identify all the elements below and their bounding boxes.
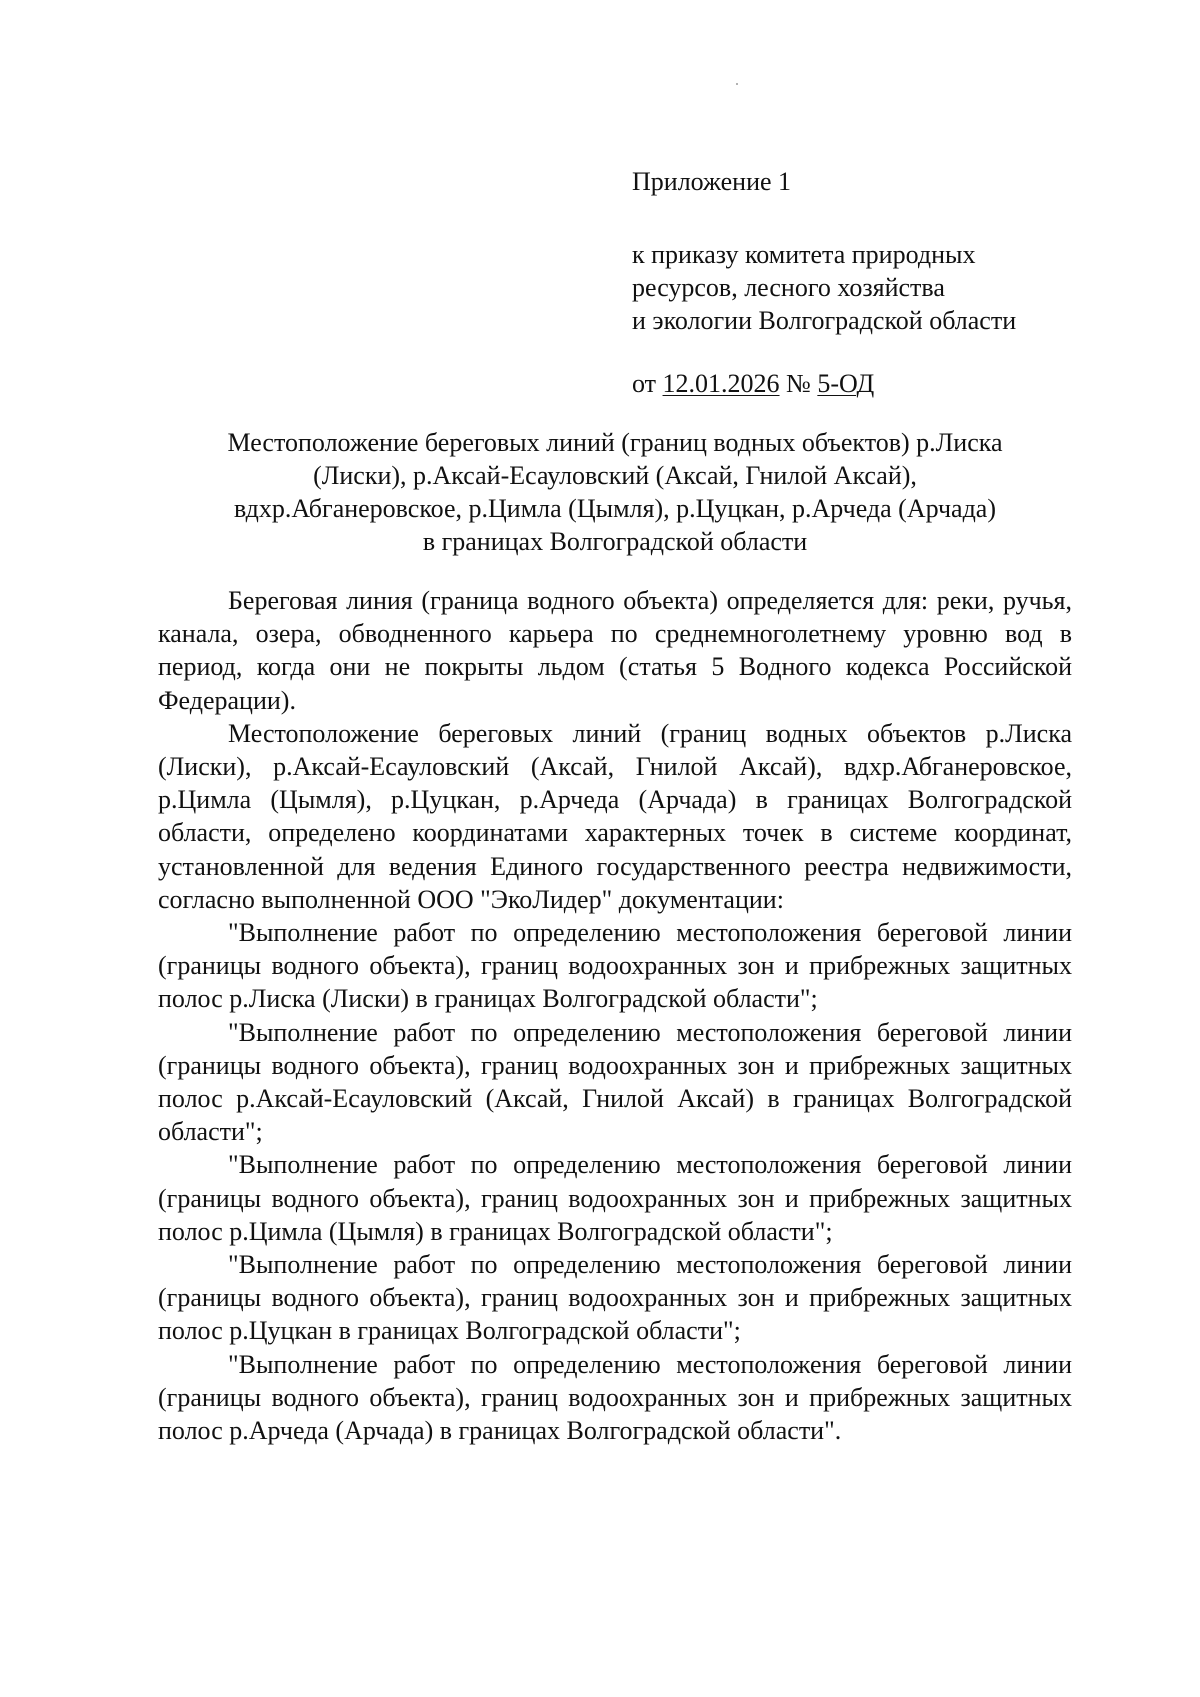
body-paragraph: "Выполнение работ по определению местоположения береговой линии (границы водного объекта), границ водоохранных зон и прибрежных защитных полос р.Цуцкан в границах Волгоградской области";	[158, 1250, 1072, 1346]
body-paragraph: "Выполнение работ по определению местоположения береговой линии (границы водного объекта), границ водоохранных зон и прибрежных защитных полос р.Цимла (Цымля) в границах Волгоградской области";	[158, 1150, 1072, 1246]
appendix-order-line: к приказу комитета природных	[632, 240, 976, 269]
document-heading	[150, 426, 1080, 558]
body-paragraph: Местоположение береговых линий (границ водных объектов р.Лиска (Лиски), р.Аксай-Есауловский (Аксай, Гнилой Аксай), вдхр.Абганеровское, р.Цимла (Цымля), р.Цуцкан, р.Арчеда (Арчада) в границах Волгоградской области, определено координатами характерных точек в системе координат, установленной для ведения Единого государственного реестра недвижимости, согласно выполненной ООО "ЭкоЛидер" документации:	[158, 718, 1072, 914]
appendix-date-line	[632, 368, 1152, 400]
appendix-title: Приложение 1	[632, 167, 792, 196]
document-body	[158, 584, 1072, 1447]
date-prefix: от	[632, 369, 663, 398]
order-number: 5-ОД	[817, 369, 875, 398]
heading-line: (Лиски), р.Аксай-Есауловский (Аксай, Гнилой Аксай),	[313, 461, 917, 490]
scan-speck	[736, 83, 738, 85]
body-paragraph: Береговая линия (граница водного объекта) определяется для: реки, ручья, канала, озера, обводненного карьера по среднемноголетнему уровню вод в период, когда они не покрыты льдом (статья 5 Водного кодекса Российской Федерации).	[158, 586, 1072, 715]
body-paragraph: "Выполнение работ по определению местоположения береговой линии (границы водного объекта), границ водоохранных зон и прибрежных защитных полос р.Аксай-Есауловский (Аксай, Гнилой Аксай) в границах Волгоградской области";	[158, 1017, 1072, 1147]
order-date: 12.01.2026	[662, 369, 780, 398]
appendix-order-reference	[632, 238, 1152, 337]
number-sign: №	[779, 369, 818, 398]
heading-line: в границах Волгоградской области	[422, 527, 808, 556]
heading-line: Местоположение береговых линий (границ водных объектов) р.Лиска	[227, 428, 1003, 457]
heading-line: вдхр.Абганеровское, р.Цимла (Цымля), р.Цуцкан, р.Арчеда (Арчада)	[233, 494, 997, 523]
appendix-order-line: и экологии Волгоградской области	[632, 306, 1017, 335]
body-paragraph: "Выполнение работ по определению местоположения береговой линии (границы водного объекта), границ водоохранных зон и прибрежных защитных полос р.Арчеда (Арчада) в границах Волгоградской области".	[158, 1349, 1072, 1446]
appendix-block	[632, 166, 1152, 400]
body-paragraph: "Выполнение работ по определению местоположения береговой линии (границы водного объекта), границ водоохранных зон и прибрежных защитных полос р.Лиска (Лиски) в границах Волгоградской области";	[158, 918, 1072, 1014]
appendix-order-line: ресурсов, лесного хозяйства	[632, 273, 945, 302]
